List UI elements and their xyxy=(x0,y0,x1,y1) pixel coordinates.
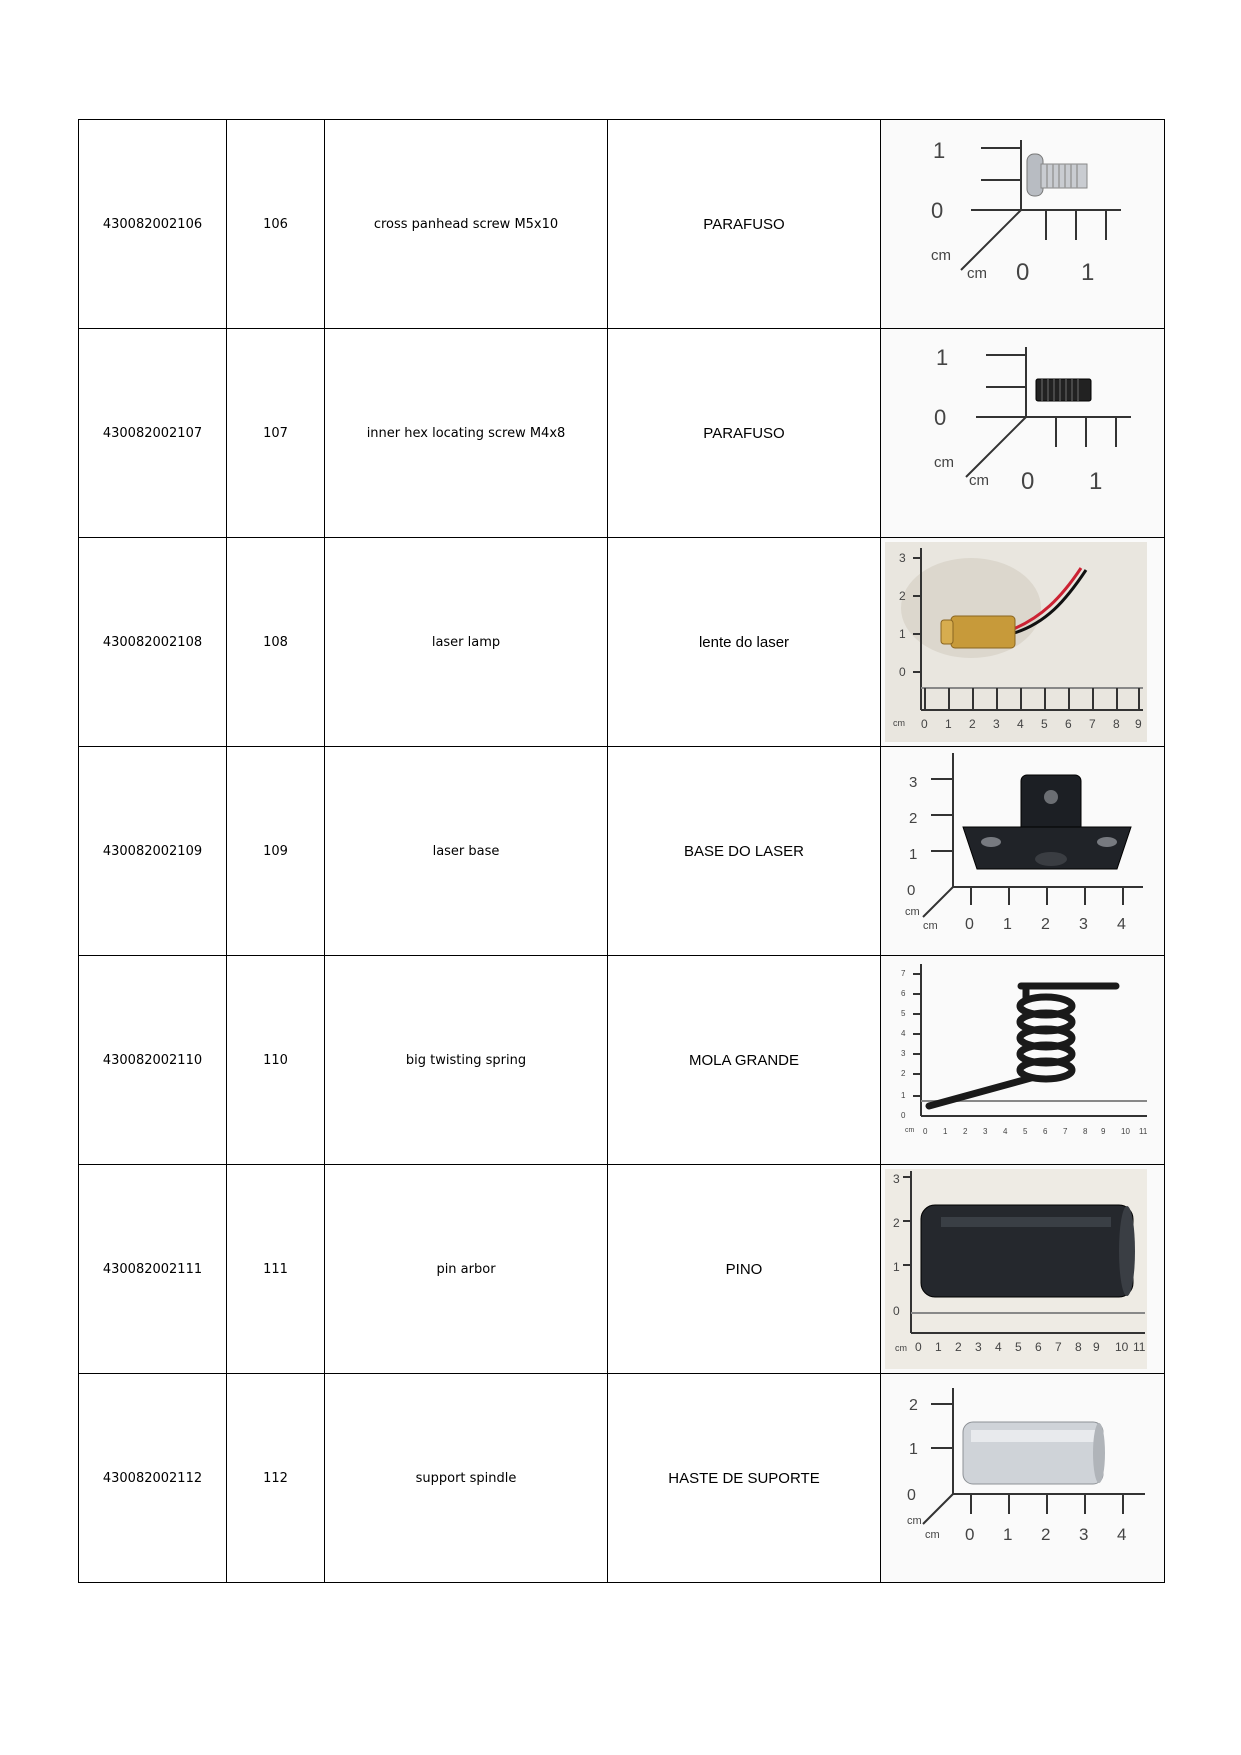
scale-vertical-label: 2 xyxy=(899,589,906,603)
scale-tick-label: 1 xyxy=(1003,1525,1013,1544)
part-photo-cell xyxy=(881,1374,1165,1583)
part-photo-cell xyxy=(881,120,1165,329)
scale-tick-label: 1 xyxy=(935,1340,942,1354)
scale-tick-label: 11 xyxy=(1139,1127,1148,1136)
scale-tick-label: 0 xyxy=(1016,259,1030,286)
table-row xyxy=(79,538,1165,747)
scale-tick-label: 4 xyxy=(995,1340,1002,1354)
table-row xyxy=(79,120,1165,329)
scale-tick-label: 4 xyxy=(1117,916,1126,933)
scale-tick-label: 1 xyxy=(1089,468,1103,495)
part-code: 430082002107 xyxy=(79,329,227,538)
table-row xyxy=(79,747,1165,956)
scale-tick-label: 0 xyxy=(923,1127,928,1136)
scale-vertical-label: 0 xyxy=(934,405,947,430)
scale-tick-label: 2 xyxy=(963,1127,968,1136)
scale-unit-label: cm xyxy=(923,920,938,932)
part-code: 430082002110 xyxy=(79,956,227,1165)
part-number: 110 xyxy=(227,956,325,1165)
part-description-en: inner hex locating screw M4x8 xyxy=(325,329,608,538)
pin-shape-icon xyxy=(921,1205,1135,1297)
part-code: 430082002108 xyxy=(79,538,227,747)
part-code: 430082002111 xyxy=(79,1165,227,1374)
scale-tick-label: 8 xyxy=(1075,1340,1082,1354)
part-description-pt: PINO xyxy=(608,1165,881,1374)
scale-unit-label: cm xyxy=(925,1529,940,1541)
scale-vertical-label: 5 xyxy=(901,1009,906,1018)
parts-table xyxy=(78,119,1165,1583)
scale-unit-label: cm xyxy=(931,247,951,264)
scale-vertical-label: 1 xyxy=(901,1091,906,1100)
scale-tick-label: 7 xyxy=(1063,1127,1068,1136)
scale-vertical-label: 2 xyxy=(909,1397,918,1414)
scale-tick-label: 1 xyxy=(943,1127,948,1136)
table-row xyxy=(79,1374,1165,1583)
scale-vertical-label: 0 xyxy=(931,198,944,223)
scale-unit-label: cm xyxy=(967,265,987,282)
scale-tick-label: 3 xyxy=(1079,1525,1089,1544)
table-row xyxy=(79,956,1165,1165)
scale-tick-label: 8 xyxy=(1113,717,1120,731)
part-photo-cell xyxy=(881,538,1165,747)
set-screw-photo-icon xyxy=(881,329,1151,537)
scale-tick-label: 6 xyxy=(1065,717,1072,731)
part-photo-cell xyxy=(881,329,1165,538)
set-screw-shape-icon xyxy=(1036,379,1091,401)
scale-tick-label: 5 xyxy=(1015,1340,1022,1354)
scale-vertical-label: 1 xyxy=(909,846,918,863)
scale-tick-label: 2 xyxy=(1041,1525,1051,1544)
part-description-pt: PARAFUSO xyxy=(608,120,881,329)
scale-tick-label: 0 xyxy=(915,1340,922,1354)
scale-tick-label: 10 xyxy=(1121,1127,1130,1136)
scale-tick-label: 10 xyxy=(1115,1340,1129,1354)
scale-tick-label: 3 xyxy=(983,1127,988,1136)
scale-tick-label: 9 xyxy=(1101,1127,1106,1136)
part-description-en: laser lamp xyxy=(325,538,608,747)
scale-tick-label: 0 xyxy=(965,916,974,933)
part-description-en: support spindle xyxy=(325,1374,608,1583)
scale-tick-label: 2 xyxy=(1041,916,1050,933)
scale-tick-label: 5 xyxy=(1023,1127,1028,1136)
scale-tick-label: 2 xyxy=(955,1340,962,1354)
scale-tick-label: 7 xyxy=(1089,717,1096,731)
scale-tick-label: 4 xyxy=(1017,717,1024,731)
scale-tick-label: 3 xyxy=(975,1340,982,1354)
scale-vertical-label: 1 xyxy=(893,1260,900,1274)
scale-vertical-label: 1 xyxy=(936,345,949,370)
spindle-shape-icon xyxy=(963,1422,1105,1484)
scale-vertical-label: 0 xyxy=(893,1304,900,1318)
scale-vertical-label: 4 xyxy=(901,1029,906,1038)
scale-unit-label: cm xyxy=(969,472,989,489)
part-number: 109 xyxy=(227,747,325,956)
spring-photo-icon xyxy=(881,956,1151,1164)
part-description-en: pin arbor xyxy=(325,1165,608,1374)
pin-photo-icon xyxy=(881,1165,1151,1373)
scale-tick-label: 1 xyxy=(1003,916,1012,933)
laser-base-shape-icon xyxy=(963,775,1131,869)
scale-tick-label: 6 xyxy=(1035,1340,1042,1354)
scale-vertical-label: 0 xyxy=(899,665,906,679)
scale-unit-label: cm xyxy=(905,906,920,918)
part-description-en: cross panhead screw M5x10 xyxy=(325,120,608,329)
scale-tick-label: 7 xyxy=(1055,1340,1062,1354)
scale-tick-label: 4 xyxy=(1003,1127,1008,1136)
part-number: 107 xyxy=(227,329,325,538)
scale-vertical-label: 3 xyxy=(909,774,918,791)
laser-lamp-photo-icon xyxy=(881,538,1151,746)
scale-tick-label: 0 xyxy=(1021,468,1035,495)
scale-vertical-label: 1 xyxy=(909,1441,918,1458)
scale-vertical-label: 6 xyxy=(901,989,906,998)
part-number: 112 xyxy=(227,1374,325,1583)
screw-shape-icon xyxy=(1027,154,1087,196)
scale-unit-label: cm xyxy=(934,454,954,471)
scale-tick-label: 0 xyxy=(965,1525,975,1544)
scale-tick-label: 1 xyxy=(1081,259,1095,286)
part-description-pt: PARAFUSO xyxy=(608,329,881,538)
scale-tick-label: 3 xyxy=(1079,916,1088,933)
part-description-pt: BASE DO LASER xyxy=(608,747,881,956)
scale-vertical-label: 0 xyxy=(901,1111,906,1120)
scale-unit-label: cm xyxy=(907,1515,922,1527)
part-description-pt: MOLA GRANDE xyxy=(608,956,881,1165)
part-code: 430082002106 xyxy=(79,120,227,329)
spindle-photo-icon xyxy=(881,1374,1151,1582)
scale-vertical-label: 3 xyxy=(901,1049,906,1058)
scale-vertical-label: 3 xyxy=(899,551,906,565)
part-description-pt: HASTE DE SUPORTE xyxy=(608,1374,881,1583)
scale-tick-label: 1 xyxy=(945,717,952,731)
scale-vertical-label: 2 xyxy=(893,1216,900,1230)
part-number: 111 xyxy=(227,1165,325,1374)
part-photo-cell xyxy=(881,1165,1165,1374)
scale-tick-label: 6 xyxy=(1043,1127,1048,1136)
scale-tick-label: 4 xyxy=(1117,1525,1127,1544)
scale-vertical-label: 0 xyxy=(907,882,916,899)
laser-base-photo-icon xyxy=(881,747,1151,955)
scale-tick-label: 2 xyxy=(969,717,976,731)
part-description-en: laser base xyxy=(325,747,608,956)
scale-tick-label: 3 xyxy=(993,717,1000,731)
scale-vertical-label: 1 xyxy=(899,627,906,641)
scale-vertical-label: 0 xyxy=(907,1487,916,1504)
scale-vertical-label: 7 xyxy=(901,969,906,978)
part-number: 108 xyxy=(227,538,325,747)
scale-tick-label: 11 xyxy=(1133,1340,1146,1354)
spring-shape-icon xyxy=(929,986,1116,1106)
scale-vertical-label: 2 xyxy=(901,1069,906,1078)
screw-photo-icon xyxy=(881,120,1151,328)
part-code: 430082002112 xyxy=(79,1374,227,1583)
scale-vertical-label: 2 xyxy=(909,810,918,827)
part-number: 106 xyxy=(227,120,325,329)
scale-tick-label: 5 xyxy=(1041,717,1048,731)
table-row xyxy=(79,329,1165,538)
table-row xyxy=(79,1165,1165,1374)
scale-unit-label: cm xyxy=(905,1127,915,1134)
part-code: 430082002109 xyxy=(79,747,227,956)
scale-tick-label: 9 xyxy=(1135,717,1142,731)
part-description-pt: lente do laser xyxy=(608,538,881,747)
part-description-en: big twisting spring xyxy=(325,956,608,1165)
part-photo-cell xyxy=(881,747,1165,956)
scale-tick-label: 9 xyxy=(1093,1340,1100,1354)
part-photo-cell xyxy=(881,956,1165,1165)
scale-tick-label: 8 xyxy=(1083,1127,1088,1136)
scale-vertical-label: 3 xyxy=(893,1172,900,1186)
scale-vertical-label: 1 xyxy=(933,138,946,163)
scale-unit-label: cm xyxy=(895,1343,907,1353)
scale-unit-label: cm xyxy=(893,718,905,728)
scale-tick-label: 0 xyxy=(921,717,928,731)
